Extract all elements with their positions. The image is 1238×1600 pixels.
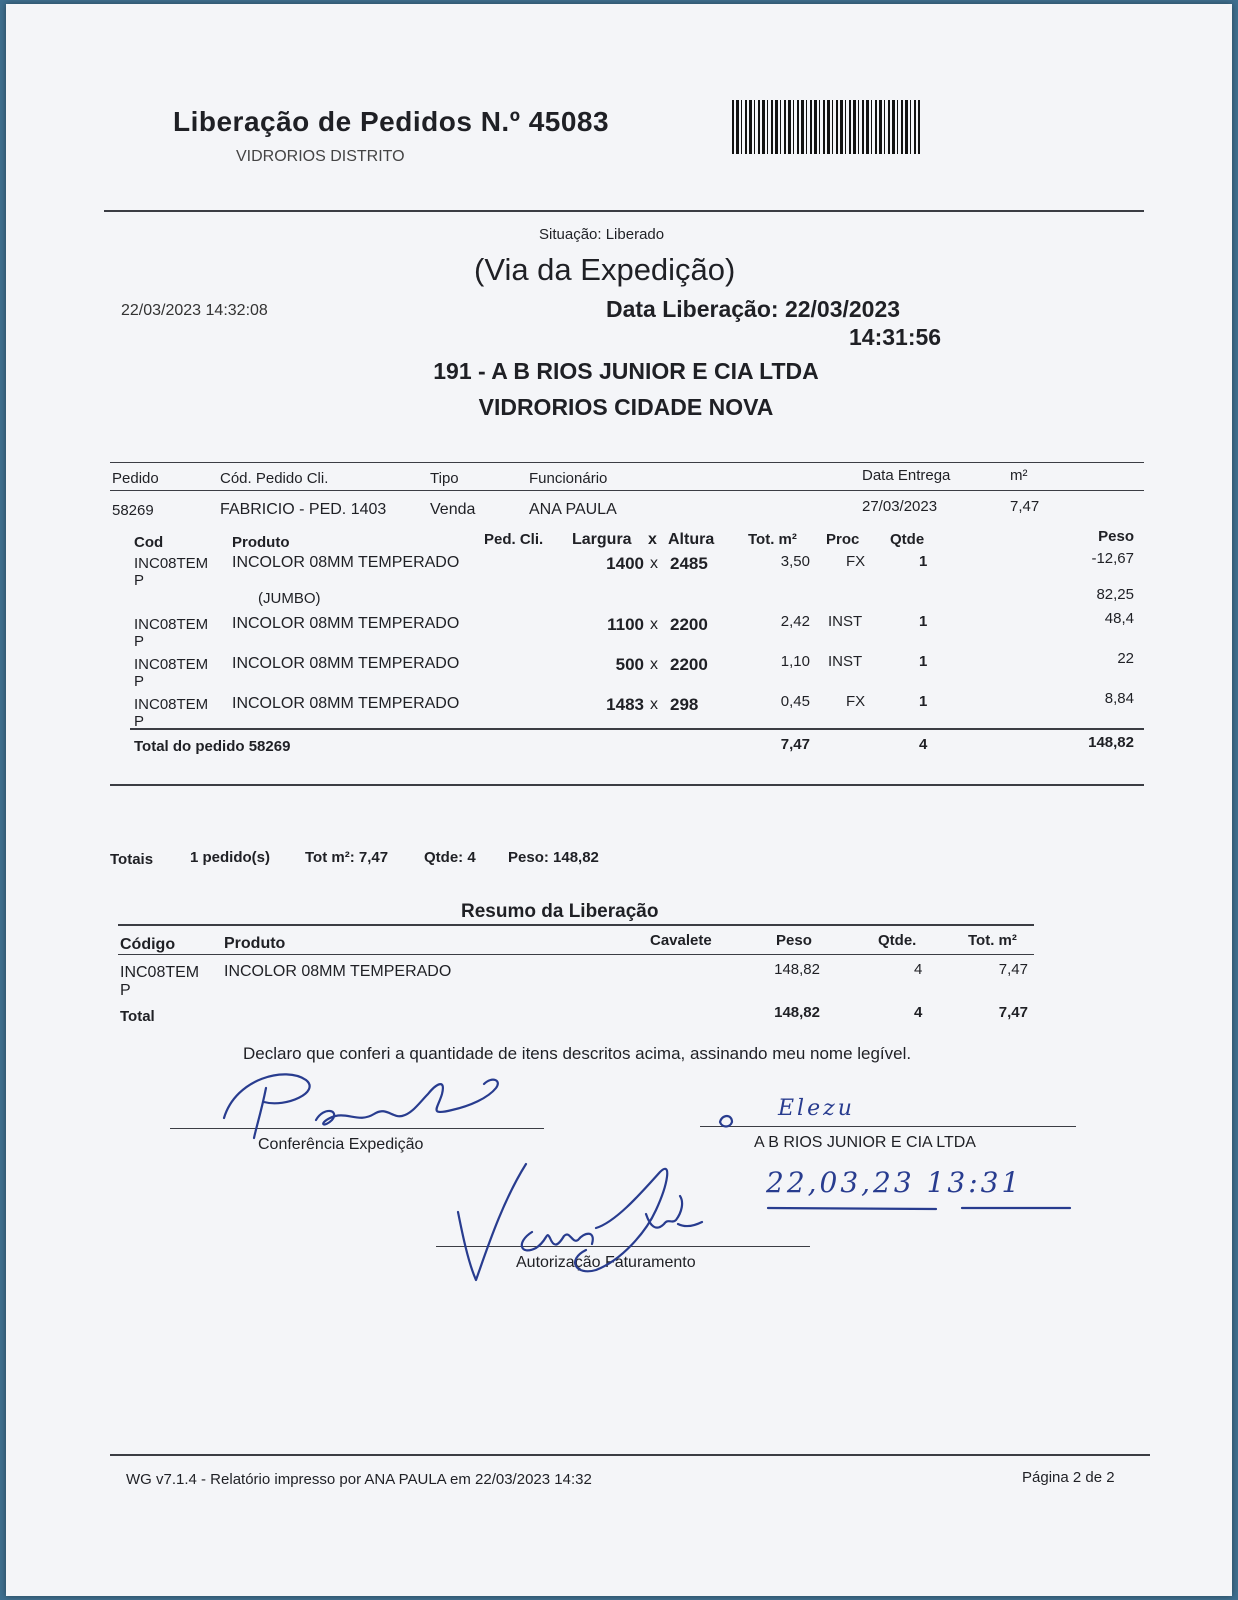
table-row-largura: 500 <box>615 655 644 674</box>
signature-conferencia-icon <box>206 1058 526 1148</box>
declaration-text: Declaro que conferi a quantidade de itens descritos acima, assinando meu nome legível. <box>243 1044 912 1063</box>
resumo-col-produto: Produto <box>224 935 286 952</box>
table-row-peso: 22 <box>1117 650 1134 667</box>
table-row-cod-cont: P <box>134 572 145 589</box>
table-row-qtde: 1 <box>919 653 928 670</box>
table-row-x: x <box>650 696 658 713</box>
table-row-qtde: 1 <box>919 613 928 630</box>
order-total-qtde: 4 <box>919 736 928 753</box>
resumo-row-peso: 148,82 <box>774 961 820 978</box>
printed-at: 22/03/2023 14:32:08 <box>121 302 268 319</box>
col-ped-cli: Ped. Cli. <box>484 531 544 548</box>
col-cod-pedido-cli: Cód. Pedido Cli. <box>220 470 329 487</box>
col-largura: Largura <box>572 531 632 548</box>
value-tipo: Venda <box>430 501 476 518</box>
value-m2: 7,47 <box>1010 498 1040 515</box>
table-row-x: x <box>650 555 658 572</box>
divider <box>110 490 1144 491</box>
col-altura: Altura <box>668 531 715 548</box>
table-row-cod: INC08TEM <box>134 696 209 713</box>
table-row-cod: INC08TEM <box>134 555 209 572</box>
signature-autorizacao-icon <box>446 1152 716 1292</box>
table-row-produto: INCOLOR 08MM TEMPERADO <box>232 615 460 632</box>
divider <box>118 924 1034 926</box>
resumo-title: Resumo da Liberação <box>461 901 659 922</box>
table-row-cod: INC08TEM <box>134 616 209 633</box>
resumo-total-m2: 7,47 <box>998 1004 1028 1021</box>
resumo-row-codigo: INC08TEM <box>120 964 200 981</box>
table-row-altura: 298 <box>670 695 699 714</box>
via-label: (Via da Expedição) <box>474 252 736 287</box>
table-row-largura: 1100 <box>607 615 644 634</box>
table-row-altura: 2485 <box>670 554 708 573</box>
resumo-row-tot-m2: 7,47 <box>998 961 1028 978</box>
divider <box>130 728 1144 730</box>
table-row-cod-cont: P <box>134 673 145 690</box>
table-row-tot-m2: 2,42 <box>780 613 810 630</box>
conferencia-label: Conferência Expedição <box>258 1136 424 1153</box>
totais-pedidos: 1 pedido(s) <box>190 849 271 866</box>
col-cod: Cod <box>134 534 164 551</box>
table-row-proc: FX <box>846 553 866 570</box>
table-row-cod-cont: P <box>134 713 145 730</box>
table-row-proc: FX <box>846 693 866 710</box>
value-pedido: 58269 <box>112 502 154 519</box>
table-row-altura: 2200 <box>670 615 708 634</box>
value-funcionario: ANA PAULA <box>529 501 617 518</box>
company-name: VIDRORIOS DISTRITO <box>236 148 405 165</box>
table-row-largura: 1400 <box>606 554 644 573</box>
totais-peso: Peso: 148,82 <box>508 849 599 866</box>
totais-qtde: Qtde: 4 <box>424 849 476 866</box>
table-row-tot-m2: 1,10 <box>780 653 810 670</box>
divider <box>110 784 1144 786</box>
value-data-entrega: 27/03/2023 <box>862 498 938 515</box>
table-row-tot-m2: 3,50 <box>780 553 810 570</box>
autorizacao-label: Autorização Faturamento <box>516 1254 696 1271</box>
divider <box>118 954 1034 955</box>
table-row-largura: 1483 <box>606 695 644 714</box>
signature-line <box>700 1126 1076 1127</box>
table-row-extra-peso: 82,25 <box>1096 586 1134 603</box>
col-produto: Produto <box>232 534 290 551</box>
table-row-produto: INCOLOR 08MM TEMPERADO <box>232 655 460 672</box>
col-tipo: Tipo <box>430 470 459 487</box>
resumo-col-qtde: Qtde. <box>878 932 917 949</box>
resumo-total-peso: 148,82 <box>774 1004 820 1021</box>
resumo-total-label: Total <box>120 1008 155 1025</box>
client-name: 191 - A B RIOS JUNIOR E CIA LTDA <box>433 358 819 384</box>
col-tot-m2: Tot. m² <box>748 531 797 548</box>
document-page <box>6 4 1232 1596</box>
resumo-row-produto: INCOLOR 08MM TEMPERADO <box>224 963 452 980</box>
table-row-peso: 8,84 <box>1104 690 1134 707</box>
table-row-qtde: 1 <box>919 553 928 570</box>
handwritten-name: Elezu <box>778 1096 855 1121</box>
data-liberacao: Data Liberação: 22/03/2023 <box>606 296 901 322</box>
divider <box>104 210 1144 212</box>
table-row-produto: INCOLOR 08MM TEMPERADO <box>232 554 460 571</box>
table-row-tot-m2: 0,45 <box>780 693 810 710</box>
footer-left: WG v7.1.4 - Relatório impresso por ANA PAULA em 22/03/2023 14:32 <box>126 1471 592 1488</box>
col-funcionario: Funcionário <box>529 470 608 487</box>
table-row-x: x <box>650 616 658 633</box>
table-row-x: x <box>650 656 658 673</box>
table-row-peso: -12,67 <box>1091 550 1134 567</box>
resumo-row-qtde: 4 <box>914 961 923 978</box>
empresa-label: A B RIOS JUNIOR E CIA LTDA <box>754 1134 976 1151</box>
resumo-row-codigo-cont: P <box>120 982 131 999</box>
table-row-proc: INST <box>828 613 863 630</box>
signature-mark-icon <box>714 1110 744 1130</box>
table-row-altura: 2200 <box>670 655 708 674</box>
resumo-col-peso: Peso <box>776 932 812 949</box>
situacao-label: Situação: Liberado <box>539 226 665 243</box>
barcode-icon <box>732 100 920 154</box>
table-row-qtde: 1 <box>919 693 928 710</box>
totais-label: Totais <box>110 851 154 868</box>
resumo-col-tot-m2: Tot. m² <box>968 932 1017 949</box>
col-data-entrega: Data Entrega <box>862 467 951 484</box>
resumo-col-cavalete: Cavalete <box>650 932 712 949</box>
col-m2: m² <box>1010 467 1028 484</box>
handwritten-datetime: 22,03,23 13:31 <box>766 1166 1023 1199</box>
col-pedido: Pedido <box>112 470 159 487</box>
table-row-proc: INST <box>828 653 863 670</box>
table-row-peso: 48,4 <box>1104 610 1134 627</box>
table-row-extra: (JUMBO) <box>258 590 321 607</box>
client-store: VIDRORIOS CIDADE NOVA <box>478 394 774 420</box>
value-cod-pedido-cli: FABRICIO - PED. 1403 <box>220 501 387 518</box>
table-row-cod-cont: P <box>134 633 145 650</box>
document-title: Liberação de Pedidos N.º 45083 <box>173 106 610 137</box>
col-proc: Proc <box>826 531 860 548</box>
col-qtde: Qtde <box>890 531 925 548</box>
handwritten-underline-icon <box>766 1204 1076 1214</box>
resumo-col-codigo: Código <box>120 936 176 953</box>
col-peso: Peso <box>1098 528 1134 545</box>
footer-page-number: Página 2 de 2 <box>1022 1469 1115 1486</box>
data-liberacao-time: 14:31:56 <box>849 324 942 350</box>
col-x: x <box>648 531 657 548</box>
order-total-peso: 148,82 <box>1088 734 1134 751</box>
table-row-produto: INCOLOR 08MM TEMPERADO <box>232 695 460 712</box>
order-total-label: Total do pedido 58269 <box>134 738 291 755</box>
order-total-m2: 7,47 <box>780 736 810 753</box>
resumo-total-qtde: 4 <box>914 1004 923 1021</box>
table-row-cod: INC08TEM <box>134 656 209 673</box>
divider <box>110 462 1144 463</box>
divider <box>110 1454 1150 1456</box>
totais-m2: Tot m²: 7,47 <box>305 849 389 866</box>
